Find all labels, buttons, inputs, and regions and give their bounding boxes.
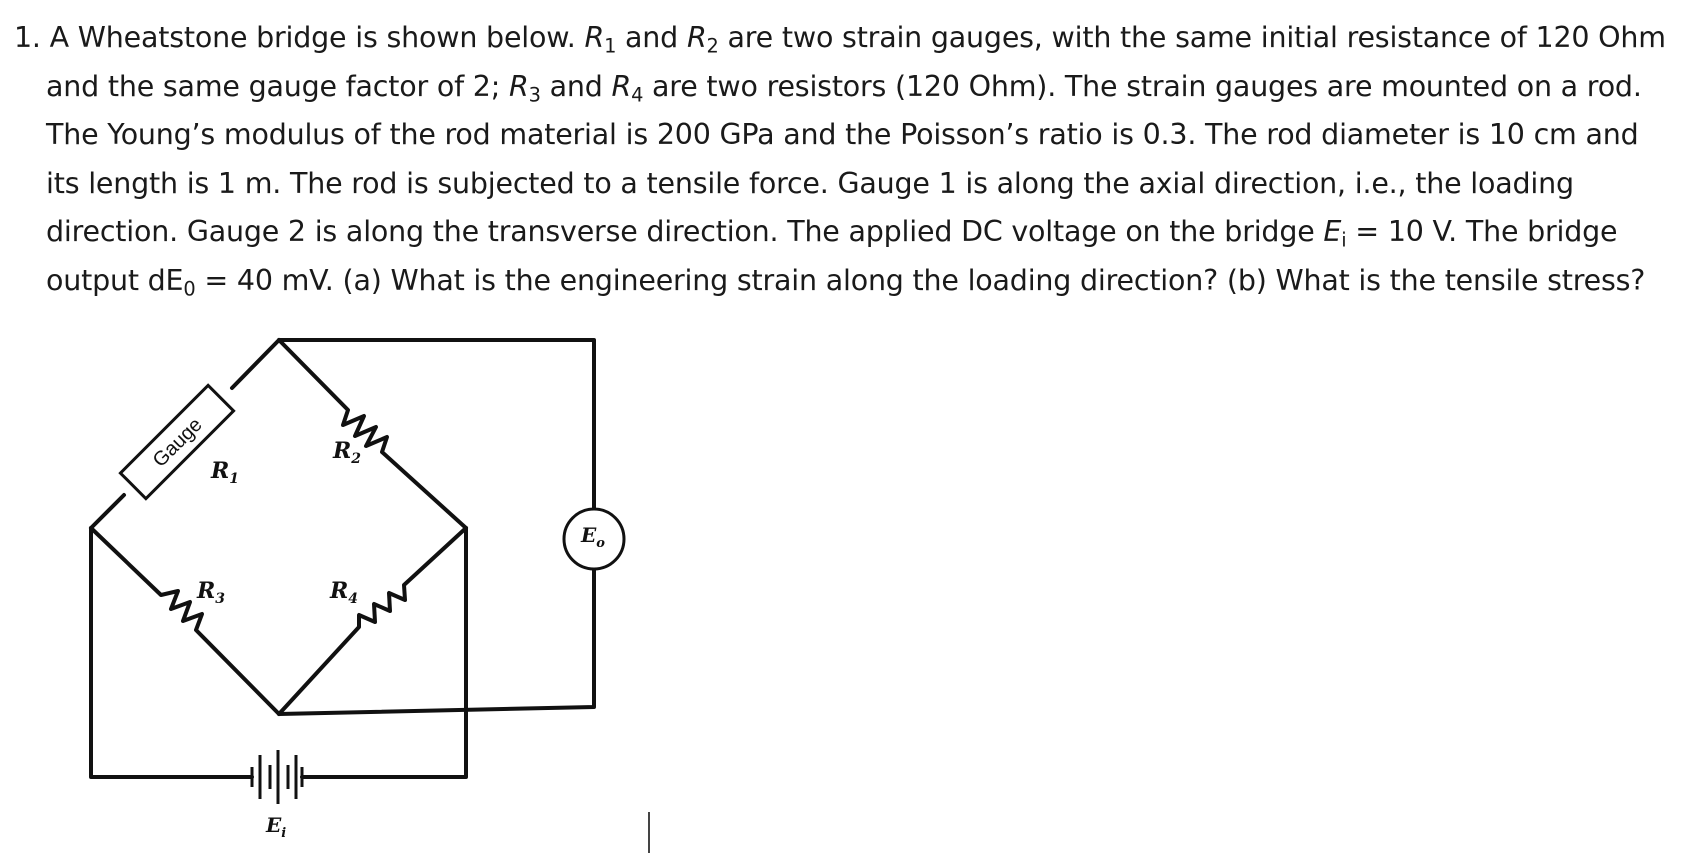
battery-icon: [252, 750, 302, 804]
label-r3: $R_3$: [197, 578, 226, 607]
symbol-ei-sub: i: [1341, 228, 1347, 252]
wire-meter-top: [279, 340, 594, 515]
label-r2: $R_2$: [333, 438, 362, 467]
question-text-segment: are two strain gauges, with the same initial resistance of 120 Ohm: [727, 21, 1666, 54]
wire-battery-left: [91, 528, 252, 777]
symbol-r4-sub: 4: [631, 82, 644, 106]
wire-battery-right: [302, 528, 466, 777]
symbol-r1-sub: 1: [604, 34, 617, 58]
symbol-r2: R: [686, 21, 707, 54]
question-text-segment: are two resistors (120 Ohm). The strain gauges are mounted on a rod.: [652, 69, 1642, 103]
question-text-segment: and the same gauge factor of 2;: [46, 69, 501, 103]
question-line-4: its length is 1 m. The rod is subjected to a tensile force. Gauge 1 is along the axial direction, i.e., the loading: [46, 166, 1574, 200]
label-ei: $E_i$: [266, 813, 287, 841]
bridge-arm-r1-lower: [91, 495, 124, 528]
wire-meter-bottom: [279, 563, 594, 714]
symbol-r4: R: [611, 69, 632, 103]
question-text-segment: A Wheatstone bridge is shown below.: [49, 21, 576, 54]
gauge-label: Gauge: [148, 413, 207, 472]
question-text-segment: direction. Gauge 2 is along the transverse direction. The applied DC voltage on the bridge: [46, 215, 1315, 248]
question-line-3: The Young’s modulus of the rod material is 200 GPa and the Poisson’s ratio is 0.3. The rod diameter is 10 cm and: [46, 118, 1639, 151]
bridge-arm-r4: [279, 528, 466, 714]
bridge-arm-r3: [91, 528, 279, 714]
bridge-arm-r2: [279, 340, 466, 528]
question-text-segment: and: [549, 69, 603, 103]
symbol-ei: E: [1323, 215, 1342, 248]
question-text-segment: = 40 mV. (a) What is the engineering strain along the loading direction? (b) What is the tensile stress?: [204, 263, 1646, 297]
symbol-r3: R: [508, 69, 529, 103]
question-text-segment: = 10 V. The bridge: [1355, 215, 1618, 248]
label-r4: $R_4$: [330, 578, 359, 607]
symbol-r2-sub: 2: [706, 34, 719, 58]
label-eo: $E_o$: [581, 523, 605, 551]
question-number: 1.: [14, 21, 41, 54]
symbol-r1: R: [584, 21, 605, 54]
label-r1: $R_1$: [211, 458, 240, 487]
question-text-segment: and: [625, 21, 679, 54]
bridge-arm-r1-upper: [232, 340, 279, 388]
symbol-r3-sub: 3: [528, 82, 541, 106]
question-text-segment: output dE: [46, 263, 184, 297]
symbol-eo-sub: 0: [183, 276, 196, 300]
